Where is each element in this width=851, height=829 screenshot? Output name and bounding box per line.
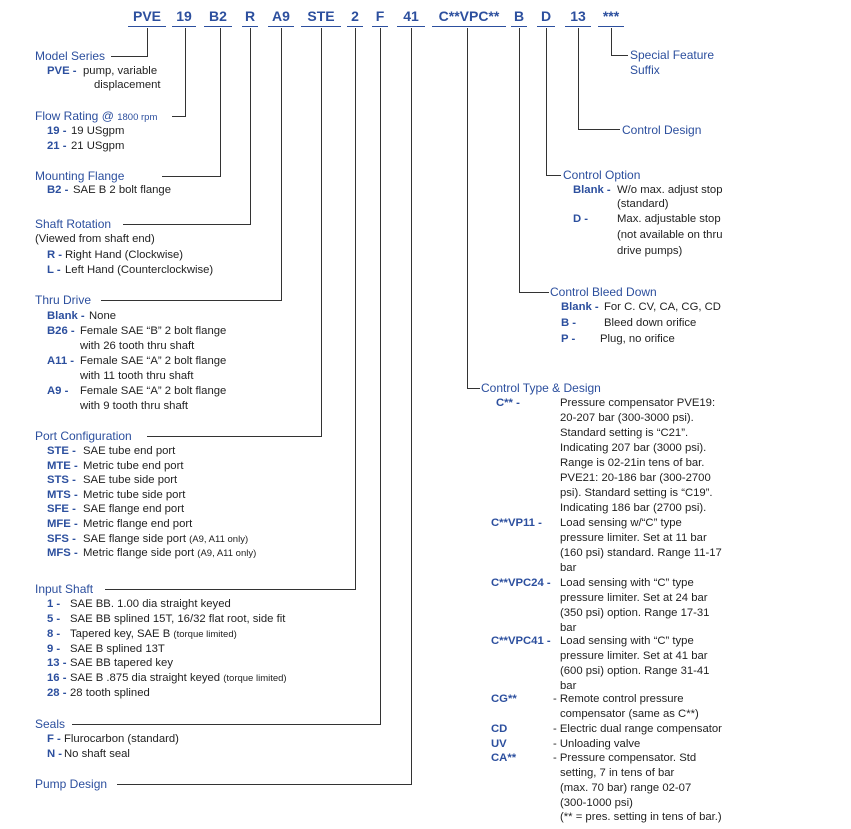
code-underline	[397, 26, 425, 27]
control-type-text: Standard setting is “C21”.	[560, 427, 689, 439]
control-option-text: (standard)	[617, 198, 669, 210]
connector-control-option	[546, 175, 561, 176]
code-underline	[511, 26, 527, 27]
input-shaft-key: 16 -	[47, 672, 67, 684]
control-type-text: bar	[560, 680, 577, 692]
port-config-key: STS -	[47, 474, 76, 486]
control-option-key: Blank -	[573, 184, 611, 196]
control-type-text: (300-1000 psi)	[560, 797, 633, 809]
seals-text: No shaft seal	[64, 748, 130, 760]
code-control-bleed: B	[513, 8, 525, 24]
control-type-key: C**VPC41 -	[491, 635, 551, 647]
thru-drive-title: Thru Drive	[35, 293, 92, 307]
code-thru-drive: A9	[272, 8, 290, 24]
control-option-title: Control Option	[563, 168, 641, 182]
thru-drive-key: A9 -	[47, 385, 69, 397]
connector-control-option	[546, 28, 547, 176]
input-shaft-text: SAE B splined 13T	[70, 643, 165, 655]
control-type-key: CA**	[491, 752, 517, 764]
code-special-feature: ***	[602, 8, 620, 24]
port-config-key: STE -	[47, 445, 76, 457]
control-type-text: - Remote control pressure	[553, 693, 684, 705]
pump-design-title: Pump Design	[35, 777, 108, 791]
control-type-text: setting, 7 in tens of bar	[560, 767, 675, 779]
seals-key: N -	[47, 748, 63, 760]
thru-drive-text-cont: with 26 tooth thru shaft	[80, 340, 195, 352]
control-type-text: Pressure compensator PVE19:	[560, 397, 716, 409]
port-config-key: MFE -	[47, 518, 78, 530]
connector-flow-rating	[172, 116, 186, 117]
code-seals: F	[375, 8, 385, 24]
code-model-series: PVE	[132, 8, 161, 24]
control-bleed-title: Control Bleed Down	[550, 285, 657, 299]
control-type-text: bar	[560, 562, 577, 574]
control-type-text: pressure limiter. Set at 11 bar	[560, 532, 707, 544]
control-type-text: Load sensing with “C” type	[560, 635, 694, 647]
port-config-text: SAE flange end port	[83, 503, 185, 515]
thru-drive-key: B26 -	[47, 325, 75, 337]
port-config-text: Metric flange side port (A9, A11 only)	[83, 547, 257, 559]
thru-drive-text: None	[89, 310, 117, 322]
control-type-text: 20-207 bar (300-3000 psi).	[560, 412, 694, 424]
port-config-key: SFE -	[47, 503, 76, 515]
flow-rating-text: 21 USgpm	[71, 140, 125, 152]
port-config-text: Metric flange end port	[83, 518, 193, 530]
control-type-text: Load sensing with “C” type	[560, 577, 694, 589]
port-config-text: SAE tube side port	[83, 474, 178, 486]
model-series-key: PVE -	[47, 65, 77, 77]
port-config-text: SAE flange side port (A9, A11 only)	[83, 533, 249, 545]
code-pump-design: 41	[403, 8, 419, 24]
input-shaft-text: SAE BB splined 15T, 16/32 flat root, side fit	[70, 613, 286, 625]
control-type-text: - Unloading valve	[553, 738, 641, 750]
connector-pump-design	[411, 28, 412, 785]
shaft-rotation-key: R -	[47, 249, 63, 261]
control-type-text: compensator (same as C**)	[560, 708, 699, 720]
special-feature-title-cont: Suffix	[630, 63, 660, 77]
input-shaft-text: SAE BB. 1.00 dia straight keyed	[70, 598, 231, 610]
connector-flow-rating	[185, 28, 186, 117]
connector-model-series	[111, 56, 148, 57]
input-shaft-title: Input Shaft	[35, 582, 94, 596]
seals-key: F -	[47, 733, 61, 745]
control-type-key: C**VP11 -	[491, 517, 542, 529]
model-series-text-cont: displacement	[94, 79, 161, 91]
code-control-design: 13	[570, 8, 586, 24]
control-option-text: (not available on thru	[617, 229, 723, 241]
control-type-key: CG**	[491, 693, 517, 705]
shaft-rotation-title: Shaft Rotation	[35, 217, 112, 231]
code-mounting-flange: B2	[209, 8, 227, 24]
connector-pump-design	[117, 784, 412, 785]
connector-input-shaft	[105, 589, 356, 590]
code-underline	[204, 26, 232, 27]
code-port-config: STE	[307, 8, 335, 24]
code-input-shaft: 2	[351, 8, 359, 24]
control-type-text: pressure limiter. Set at 41 bar	[560, 650, 708, 662]
mounting-flange-text: SAE B 2 bolt flange	[73, 184, 171, 196]
control-option-text: Max. adjustable stop	[617, 213, 721, 225]
input-shaft-key: 5 -	[47, 613, 61, 625]
thru-drive-text-cont: with 9 tooth thru shaft	[80, 400, 189, 412]
shaft-rotation-key: L -	[47, 264, 61, 276]
input-shaft-text: 28 tooth splined	[70, 687, 150, 699]
seals-text: Flurocarbon (standard)	[64, 733, 179, 745]
input-shaft-text: SAE B .875 dia straight keyed (torque limited)	[70, 672, 287, 684]
control-type-text: Indicating 186 bar (2700 psi).	[560, 502, 707, 514]
mounting-flange-key: B2 -	[47, 184, 69, 196]
connector-control-bleed	[519, 292, 549, 293]
code-control-type: C**VPC**	[438, 8, 500, 24]
port-config-text: SAE tube end port	[83, 445, 176, 457]
connector-seals	[72, 724, 381, 725]
control-type-text: (600 psi) option. Range 31-41	[560, 665, 710, 677]
input-shaft-key: 1 -	[47, 598, 61, 610]
model-series-title: Model Series	[35, 49, 106, 63]
port-config-key: MFS -	[47, 547, 78, 559]
input-shaft-text: Tapered key, SAE B (torque limited)	[70, 628, 237, 640]
control-type-text: Indicating 207 bar (3000 psi).	[560, 442, 707, 454]
control-type-key: C** -	[496, 397, 520, 409]
connector-control-design	[578, 28, 579, 130]
connector-control-design	[578, 129, 620, 130]
shaft-rotation-text: Left Hand (Counterclockwise)	[65, 264, 214, 276]
port-config-title: Port Configuration	[35, 429, 132, 443]
port-config-key: MTS -	[47, 489, 78, 501]
connector-thru-drive	[101, 300, 282, 301]
code-underline	[372, 26, 388, 27]
control-type-text: psi). Standard setting is “C19”.	[560, 487, 713, 499]
input-shaft-text: SAE BB tapered key	[70, 657, 173, 669]
control-option-key: D -	[573, 213, 589, 225]
model-series-text: pump, variable	[83, 65, 158, 77]
control-bleed-text: Plug, no orifice	[600, 333, 675, 345]
control-type-text: (max. 70 bar) range 02-07	[560, 782, 692, 794]
connector-control-type	[467, 28, 468, 389]
control-bleed-key: Blank -	[561, 301, 599, 313]
control-type-text: bar	[560, 622, 577, 634]
port-config-text: Metric tube side port	[83, 489, 186, 501]
shaft-rotation-subtitle: (Viewed from shaft end)	[35, 233, 155, 245]
input-shaft-key: 13 -	[47, 657, 67, 669]
flow-rating-text: 19 USgpm	[71, 125, 125, 137]
connector-shaft-rotation	[123, 224, 251, 225]
control-type-key: C**VPC24 -	[491, 577, 551, 589]
thru-drive-text-cont: with 11 tooth thru shaft	[80, 370, 194, 382]
code-underline	[347, 26, 363, 27]
control-type-title: Control Type & Design	[481, 381, 601, 395]
flow-rating-key: 21 -	[47, 140, 67, 152]
code-underline	[432, 26, 506, 27]
connector-special-feature	[611, 55, 628, 56]
port-config-text: Metric tube end port	[83, 460, 184, 472]
connector-model-series	[147, 28, 148, 57]
mounting-flange-title: Mounting Flange	[35, 169, 125, 183]
code-underline	[301, 26, 341, 27]
code-shaft-rotation: R	[244, 8, 256, 24]
control-type-key: CD	[491, 723, 508, 735]
flow-rating-key: 19 -	[47, 125, 67, 137]
connector-special-feature	[611, 28, 612, 56]
connector-mounting-flange	[220, 28, 221, 177]
control-bleed-text: For C. CV, CA, CG, CD	[604, 301, 721, 313]
control-type-text: (350 psi) option. Range 17-31	[560, 607, 710, 619]
control-option-text: drive pumps)	[617, 245, 683, 257]
port-config-key: SFS -	[47, 533, 76, 545]
input-shaft-key: 9 -	[47, 643, 61, 655]
connector-input-shaft	[355, 28, 356, 590]
port-config-key: MTE -	[47, 460, 78, 472]
control-bleed-key: B -	[561, 317, 577, 329]
connector-shaft-rotation	[250, 28, 251, 225]
control-type-text: - Pressure compensator. Std	[553, 752, 697, 764]
code-flow-rating: 19	[176, 8, 192, 24]
connector-seals	[380, 28, 381, 725]
special-feature-title: Special Feature	[630, 48, 715, 62]
thru-drive-text: Female SAE “B” 2 bolt flange	[80, 325, 227, 337]
seals-title: Seals	[35, 717, 66, 731]
control-option-text: W/o max. adjust stop	[617, 184, 723, 196]
code-underline	[172, 26, 196, 27]
control-type-text: PVE21: 20-186 bar (300-2700	[560, 472, 711, 484]
connector-port-config	[147, 436, 322, 437]
control-type-text: - Electric dual range compensator	[553, 723, 722, 735]
thru-drive-text: Female SAE “A” 2 bolt flange	[80, 385, 227, 397]
control-bleed-text: Bleed down orifice	[604, 317, 697, 329]
control-type-key: UV	[491, 738, 507, 750]
code-underline	[242, 26, 258, 27]
thru-drive-key: A11 -	[47, 355, 75, 367]
thru-drive-key: Blank -	[47, 310, 85, 322]
shaft-rotation-text: Right Hand (Clockwise)	[65, 249, 184, 261]
code-underline	[128, 26, 166, 27]
control-type-text: (** = pres. setting in tens of bar.)	[560, 811, 722, 823]
connector-thru-drive	[281, 28, 282, 301]
control-design-title: Control Design	[622, 123, 702, 137]
flow-rating-title: Flow Rating @ 1800 rpm	[35, 109, 158, 123]
input-shaft-key: 28 -	[47, 687, 67, 699]
connector-mounting-flange	[162, 176, 221, 177]
code-underline	[537, 26, 555, 27]
connector-port-config	[321, 28, 322, 437]
control-type-text: Load sensing w/“C” type	[560, 517, 682, 529]
control-bleed-key: P -	[561, 333, 576, 345]
control-type-text: pressure limiter. Set at 24 bar	[560, 592, 708, 604]
connector-control-type	[467, 388, 480, 389]
control-type-text: (160 psi) standard. Range 11-17	[560, 547, 722, 559]
code-underline	[565, 26, 591, 27]
control-type-text: Range is 02-21in tens of bar.	[560, 457, 705, 469]
code-underline	[268, 26, 294, 27]
code-control-option: D	[540, 8, 552, 24]
thru-drive-text: Female SAE “A” 2 bolt flange	[80, 355, 227, 367]
connector-control-bleed	[519, 28, 520, 293]
input-shaft-key: 8 -	[47, 628, 61, 640]
code-underline	[598, 26, 624, 27]
